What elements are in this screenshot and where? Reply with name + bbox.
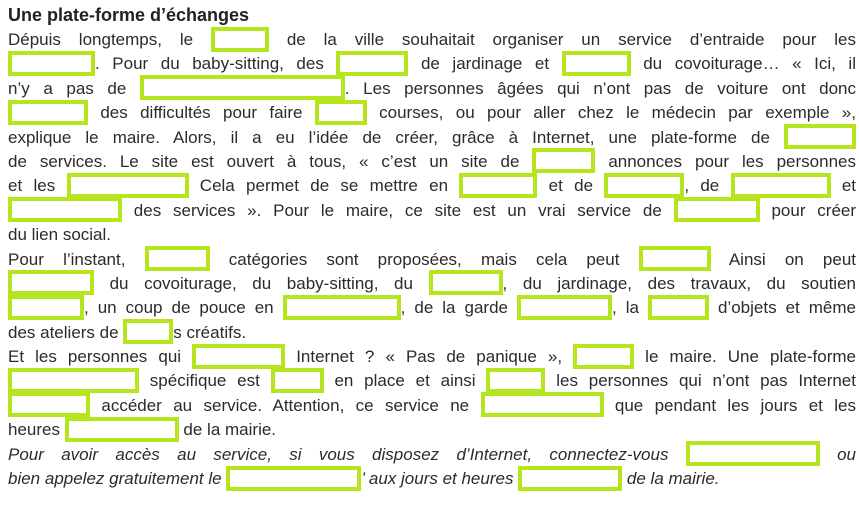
text-segment: , de xyxy=(684,176,731,196)
text-segment: , de la garde xyxy=(400,298,517,318)
blank-answer-box[interactable] xyxy=(145,246,210,271)
blank-answer-box[interactable] xyxy=(8,392,90,417)
blank-answer-box[interactable] xyxy=(517,295,612,320)
text-segment: Pour avoir accès au service, si vous disposez d’Internet, connectez-vous xyxy=(8,444,686,464)
text-line xyxy=(8,369,856,393)
text-segment: des services ». Pour le maire, ce site est un vrai service de xyxy=(122,200,674,220)
text-line xyxy=(8,77,856,101)
text-segment: . Les personnes âgées qui n’ont pas de voiture ont donc xyxy=(344,78,856,98)
blank-answer-box[interactable] xyxy=(604,173,684,198)
blank-answer-box[interactable] xyxy=(518,466,622,491)
blank-answer-box[interactable] xyxy=(784,124,856,149)
blank-answer-box[interactable] xyxy=(67,173,189,198)
text-line xyxy=(8,248,856,272)
text-line xyxy=(8,321,856,345)
text-segment: , la xyxy=(612,298,648,318)
blank-answer-box[interactable] xyxy=(459,173,537,198)
text-segment: catégories sont proposées, mais cela peut xyxy=(209,249,639,269)
text-segment: accéder au service. Attention, ce service ne xyxy=(90,395,481,415)
blank-answer-box[interactable] xyxy=(8,368,139,393)
text-segment: du covoiturage… « Ici, il xyxy=(630,54,856,74)
text-segment: que pendant les jours et les xyxy=(603,395,856,415)
text-segment: annonces pour les personnes xyxy=(595,151,856,171)
text-line xyxy=(8,150,856,174)
blank-answer-box[interactable] xyxy=(8,295,84,320)
blank-answer-box[interactable] xyxy=(336,51,408,76)
text-segment: en place et ainsi xyxy=(323,371,487,391)
text-segment: pour créer xyxy=(759,200,857,220)
blank-answer-box[interactable] xyxy=(271,368,324,393)
text-line xyxy=(8,296,856,320)
text-segment: spécifique est xyxy=(139,371,271,391)
text-line xyxy=(8,199,856,223)
text-segment: , un coup de pouce en xyxy=(84,298,283,318)
blank-answer-box[interactable] xyxy=(486,368,545,393)
text-line xyxy=(8,52,856,76)
text-segment: de la mairie. xyxy=(622,469,720,489)
blank-answer-box[interactable] xyxy=(8,100,88,125)
blank-answer-box[interactable] xyxy=(648,295,709,320)
text-line xyxy=(8,418,856,442)
blank-answer-box[interactable] xyxy=(8,51,95,76)
blank-answer-box[interactable] xyxy=(532,148,595,173)
text-segment: d’objets et même xyxy=(708,298,856,318)
text-segment: ’ aux jours et heures xyxy=(361,469,519,489)
text-line xyxy=(8,223,856,247)
text-line xyxy=(8,28,856,52)
blank-answer-box[interactable] xyxy=(481,392,604,417)
blank-answer-box[interactable] xyxy=(123,319,173,344)
text-segment: et les xyxy=(8,176,67,196)
text-segment: et xyxy=(830,176,857,196)
text-segment: Et les personnes qui xyxy=(8,347,193,367)
document-body xyxy=(8,28,856,491)
text-segment: de services. Le site est ouvert à tous, « c’est un site de xyxy=(8,151,533,171)
blank-answer-box[interactable] xyxy=(211,27,269,52)
blank-answer-box[interactable] xyxy=(686,441,820,466)
text-segment: n’y a pas de xyxy=(8,78,140,98)
blank-answer-box[interactable] xyxy=(8,270,94,295)
blank-answer-box[interactable] xyxy=(562,51,631,76)
document-title: Une plate-forme d’échanges xyxy=(8,5,250,25)
text-segment: de la ville souhaitait organiser un service d’entraide pour les xyxy=(268,30,856,49)
text-segment: de la mairie. xyxy=(178,420,277,440)
text-segment: bien appelez gratuitement le xyxy=(8,469,227,489)
text-line xyxy=(8,394,856,418)
blank-answer-box[interactable] xyxy=(140,75,345,100)
text-segment: Dépuis longtemps, le xyxy=(8,30,211,49)
text-segment: Internet ? « Pas de panique », xyxy=(285,347,574,367)
blank-answer-box[interactable] xyxy=(226,466,361,491)
text-segment: ou xyxy=(819,444,856,464)
text-segment: . Pour du baby-sitting, des xyxy=(95,54,337,74)
text-line xyxy=(8,443,856,467)
text-line xyxy=(8,126,856,150)
text-segment: Pour l’instant, xyxy=(8,249,145,269)
text-segment: Cela permet de se mettre en xyxy=(188,176,460,196)
text-segment: des difficultés pour faire xyxy=(88,103,315,123)
text-segment: et de xyxy=(537,176,605,196)
text-segment: du covoiturage, du baby-sitting, du xyxy=(94,273,429,293)
text-segment: heures xyxy=(8,420,65,440)
blank-answer-box[interactable] xyxy=(674,197,760,222)
blank-answer-box[interactable] xyxy=(65,417,179,442)
blank-answer-box[interactable] xyxy=(429,270,503,295)
text-segment: Ainsi on peut xyxy=(710,249,857,269)
text-segment: les personnes qui n’ont pas Internet xyxy=(545,371,856,391)
text-segment: du lien social. xyxy=(8,225,112,245)
text-line xyxy=(8,174,856,198)
blank-answer-box[interactable] xyxy=(192,344,285,369)
text-segment: des ateliers de xyxy=(8,322,124,342)
blank-answer-box[interactable] xyxy=(573,344,634,369)
blank-answer-box[interactable] xyxy=(731,173,831,198)
text-segment: , du jardinage, des travaux, du soutien xyxy=(502,273,856,293)
blank-answer-box[interactable] xyxy=(639,246,711,271)
text-segment: le maire. Une plate-forme xyxy=(634,347,856,367)
text-segment: de jardinage et xyxy=(408,54,562,74)
text-line xyxy=(8,345,856,369)
text-segment: courses, ou pour aller chez le médecin par exemple », xyxy=(366,103,856,123)
text-segment: s créatifs. xyxy=(173,322,247,342)
text-line xyxy=(8,272,856,296)
text-segment: explique le maire. Alors, il a eu l’idée de créer, grâce à Internet, une plate-forme de xyxy=(8,127,784,147)
blank-answer-box[interactable] xyxy=(283,295,401,320)
text-line xyxy=(8,467,856,491)
text-line xyxy=(8,101,856,125)
blank-answer-box[interactable] xyxy=(315,100,367,125)
blank-answer-box[interactable] xyxy=(8,197,122,222)
